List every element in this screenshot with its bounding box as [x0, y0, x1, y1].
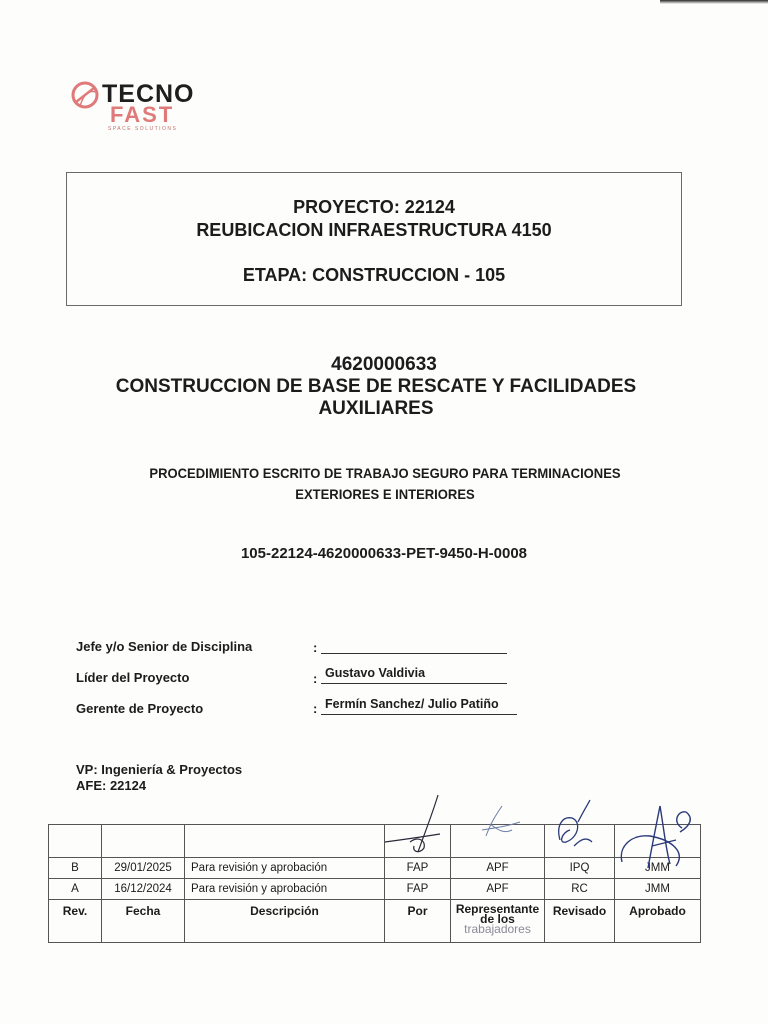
cell-by: FAP	[385, 858, 451, 879]
header-reviewed: Revisado	[545, 900, 615, 943]
header-approved: Aprobado	[615, 900, 701, 943]
colon: :	[313, 701, 318, 716]
cell-reviewed: IPQ	[545, 858, 615, 879]
company-logo	[70, 78, 220, 138]
signatory-value-discipline-lead	[321, 640, 507, 654]
header-by: Por	[385, 900, 451, 943]
cell-approved: JMM	[615, 879, 701, 900]
cell-date: 29/01/2025	[102, 858, 185, 879]
vp-block	[76, 762, 242, 794]
project-stage: ETAPA: CONSTRUCCION - 105	[242, 265, 506, 285]
cell-by: FAP	[385, 879, 451, 900]
cell-date: 16/12/2024	[102, 879, 185, 900]
project-name: REUBICACION INFRAESTRUCTURA 4150	[196, 220, 552, 240]
vp-line: VP: Ingeniería & Proyectos	[76, 762, 243, 777]
contract-title: CONSTRUCCION DE BASE DE RESCATE Y FACILIDADES AUXILIARES	[115, 376, 637, 419]
cell-rep: APF	[451, 879, 545, 900]
signatory-label-discipline-lead: Jefe y/o Senior de Disciplina	[76, 639, 253, 654]
logo-text-tecno: TECNO	[102, 80, 195, 108]
contract-number: 4620000633	[331, 354, 437, 375]
header-date: Fecha	[102, 900, 185, 943]
cell-reviewed: RC	[545, 879, 615, 900]
cell-description: Para revisión y aprobación	[185, 858, 385, 879]
header-rep-line3: trabajadores	[464, 922, 531, 936]
logo-text-fast: FAST	[110, 102, 175, 127]
header-rep-line2: de los	[480, 912, 515, 926]
signatory-value-project-leader: Gustavo Valdivia	[321, 666, 507, 684]
afe-line: AFE: 22124	[76, 778, 147, 793]
table-row	[49, 858, 701, 879]
signatory-value-project-manager: Fermín Sanchez/ Julio Patiño	[321, 697, 517, 715]
signatory-label-project-leader: Líder del Proyecto	[76, 670, 190, 685]
signatory-label-project-manager: Gerente de Proyecto	[76, 701, 204, 716]
header-description: Descripción	[185, 900, 385, 943]
cell-description: Para revisión y aprobación	[185, 879, 385, 900]
project-number: PROYECTO: 22124	[293, 197, 455, 217]
cell-rev: A	[49, 879, 102, 900]
page-edge-shadow	[660, 0, 768, 4]
project-header-box	[66, 172, 682, 306]
table-header-row	[49, 900, 701, 943]
cell-rev: B	[49, 858, 102, 879]
table-row	[49, 879, 701, 900]
colon: :	[313, 671, 318, 686]
logo-globe-icon	[70, 80, 100, 110]
document-code: 105-22124-4620000633-PET-9450-H-0008	[240, 545, 528, 562]
header-rep-line1: Representante	[455, 902, 540, 916]
header-workers-rep	[451, 900, 545, 943]
colon: :	[313, 640, 318, 655]
procedure-title: PROCEDIMIENTO ESCRITO DE TRABAJO SEGURO PARA TERMINACIONES EXTERIORES E INTERIORES	[149, 465, 621, 502]
revision-table	[48, 824, 701, 943]
header-rev: Rev.	[49, 900, 102, 943]
cell-approved: JMM	[615, 858, 701, 879]
table-row-signatures	[49, 825, 701, 858]
logo-tagline: SPACE SOLUTIONS	[108, 126, 178, 132]
cell-rep: APF	[451, 858, 545, 879]
